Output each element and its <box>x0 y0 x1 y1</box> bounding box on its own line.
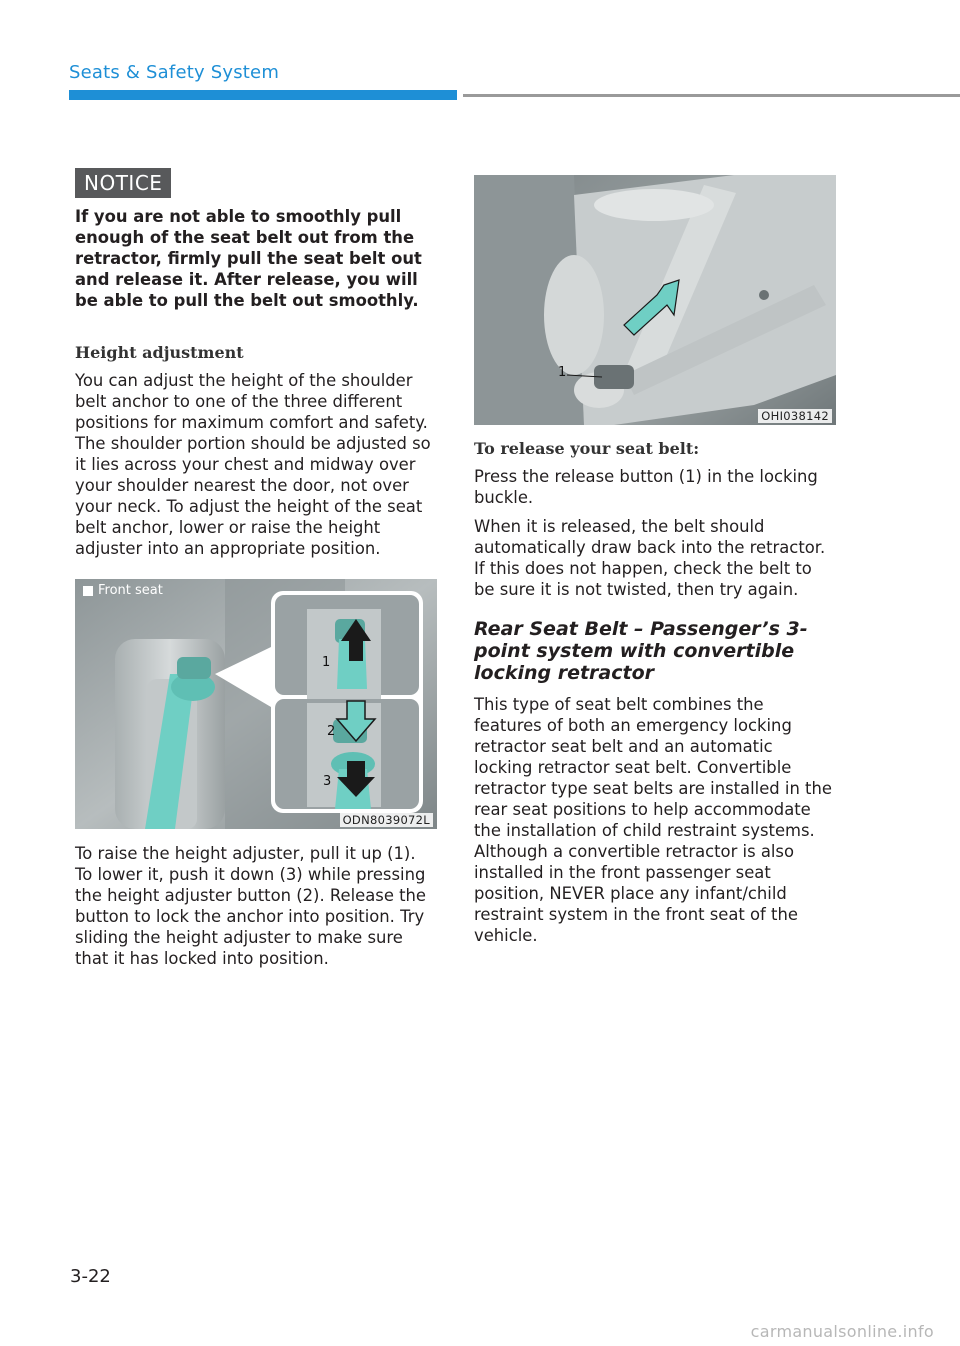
height-adjustment-heading: Height adjustment <box>75 343 244 362</box>
front-seat-figure <box>75 579 437 829</box>
release-belt-figure <box>474 175 836 425</box>
rear-belt-heading: Rear Seat Belt – Passenger’s 3-point system with convertible locking retractor <box>474 618 808 684</box>
front-seat-label-text: Front seat <box>98 583 163 598</box>
release-text-2: When it is released, the belt should automatically draw back into the retractor. If this does not happen, check the belt to be sure it is not twisted, then try again. <box>474 517 826 599</box>
rear-belt-text: This type of seat belt combines the features of both an emergency locking retractor seat belt and an automatic locking retractor seat belt. Convertible retractor type seat belts are installed in the rear seat positions to help accommodate the installation of child restraint systems. Although a convertible retractor is also installed in the front passenger seat position, NEVER place any infant/child restraint system in the front seat of the vehicle. <box>474 695 832 945</box>
square-bullet-icon <box>83 586 93 596</box>
callout-3: 3 <box>323 774 332 789</box>
right-column <box>474 175 836 946</box>
release-heading: To release your seat belt: <box>474 439 700 458</box>
release-belt-illustration <box>474 175 836 425</box>
release-callout-1: 1 <box>558 365 567 380</box>
section-title: Seats & Safety System <box>69 62 280 83</box>
page-number: 3-22 <box>70 1266 111 1287</box>
callout-2: 2 <box>327 724 336 739</box>
callout-1: 1 <box>322 655 331 670</box>
raise-adjuster-text: To raise the height adjuster, pull it up (1). To lower it, push it down (3) while pressing the height adjuster button (2). Release the button to lock the anchor into position. Try sliding the height adjuster to make sure that it has locked into position. <box>75 844 427 968</box>
front-seat-label <box>83 583 163 598</box>
left-column <box>75 168 437 969</box>
figure-code: ODN8039072L <box>340 813 433 827</box>
release-text-1: Press the release button (1) in the locking buckle. <box>474 467 818 507</box>
notice-badge: NOTICE <box>75 168 171 198</box>
header-rule <box>463 94 960 97</box>
header-rule-accent <box>69 90 457 100</box>
notice-text: If you are not able to smoothly pull enough of the seat belt out from the retractor, firmly pull the seat belt out and release it. After release, you will be able to pull the belt out smoothly. <box>75 207 422 310</box>
watermark: carmanualsonline.info <box>750 1322 934 1341</box>
release-figure-code: OHI038142 <box>758 409 832 423</box>
height-adjustment-text: You can adjust the height of the shoulder belt anchor to one of the three different positions for maximum comfort and safety. The shoulder portion should be adjusted so it lies across your chest and midway over your shoulder nearest the door, not over your neck. To adjust the height of the seat belt anchor, lower or raise the height adjuster into an appropriate position. <box>75 371 431 558</box>
front-seat-illustration <box>75 579 437 829</box>
